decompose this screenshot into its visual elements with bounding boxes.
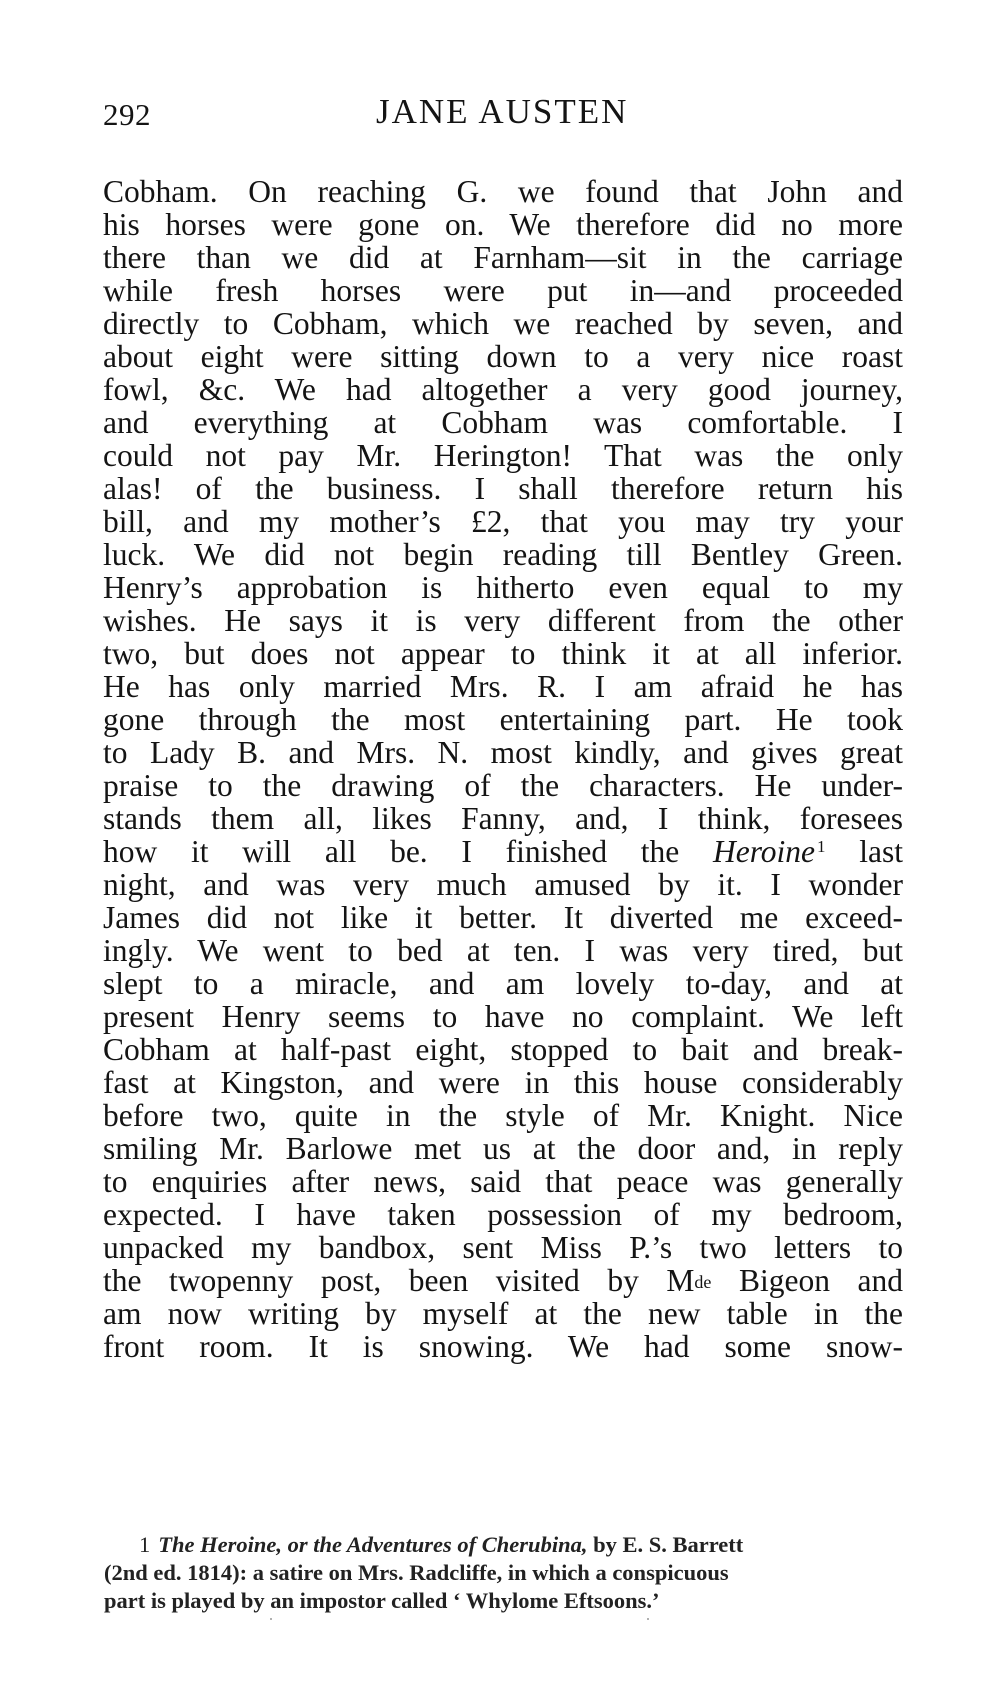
footnote-reference: 1 — [817, 837, 826, 856]
text-line: alas! of the business. I shall therefore return his — [103, 471, 903, 506]
text-line: to Lady B. and Mrs. N. most kindly, and gives great — [103, 735, 903, 770]
footnote-line — [104, 1531, 904, 1559]
text-line: directly to Cobham, which we reached by seven, and — [103, 306, 903, 341]
footnote-italic-title: The Heroine, or the Adventures of Cherubina, — [158, 1532, 588, 1557]
italic-title: Heroine — [712, 834, 816, 869]
footnote-line: (2nd ed. 1814): a satire on Mrs. Radcliffe, in which a conspicuous — [104, 1560, 729, 1585]
text-line: fowl, &c. We had altogether a very good journey, — [103, 372, 903, 407]
text-line: wishes. He says it is very different from the other — [103, 603, 903, 638]
text-line: expected. I have taken possession of my bedroom, — [103, 1197, 903, 1232]
text-line: front room. It is snowing. We had some snow- — [103, 1329, 903, 1364]
text-line: smiling Mr. Barlowe met us at the door and, in reply — [103, 1131, 903, 1166]
text-line: while fresh horses were put in—and proceeded — [103, 273, 903, 308]
text-line: ingly. We went to bed at ten. I was very tired, but — [103, 933, 903, 968]
text-line: about eight were sitting down to a very nice roast — [103, 339, 903, 374]
text-segment: the twopenny post, been visited by M — [103, 1263, 695, 1298]
text-line: am now writing by myself at the new table in the — [103, 1296, 903, 1331]
text-line: He has only married Mrs. R. I am afraid he has — [103, 669, 903, 704]
text-segment: last — [859, 834, 904, 869]
text-line: Henry’s approbation is hitherto even equal to my — [103, 570, 903, 605]
text-line: stands them all, likes Fanny, and, I think, foresees — [103, 801, 903, 836]
footnote — [104, 1531, 904, 1615]
text-line: present Henry seems to have no complaint. We left — [103, 999, 903, 1034]
footnote-line: part is played by an impostor called ‘ Whylome Eftsoons.’ — [104, 1588, 660, 1613]
text-line: his horses were gone on. We therefore did no more — [103, 207, 903, 242]
text-line: praise to the drawing of the characters. He under- — [103, 768, 903, 803]
page-number: 292 — [103, 97, 151, 132]
running-title: JANE AUSTEN — [376, 92, 629, 131]
speck — [647, 1618, 649, 1620]
text-line: unpacked my bandbox, sent Miss P.’s two letters to — [103, 1230, 903, 1265]
text-segment: Bigeon and — [738, 1263, 903, 1298]
text-line: Cobham. On reaching G. we found that John and — [103, 174, 903, 209]
footnote-number: 1 — [139, 1532, 151, 1557]
text-line: bill, and my mother’s £2, that you may try your — [103, 504, 903, 539]
superscript: de — [694, 1272, 712, 1292]
text-line-with-superscript — [103, 1264, 903, 1297]
text-line: and everything at Cobham was comfortable. I — [103, 405, 903, 440]
text-line: could not pay Mr. Herington! That was the only — [103, 438, 903, 473]
text-line: Cobham at half-past eight, stopped to bait and break- — [103, 1032, 903, 1067]
text-line: James did not like it better. It diverted me exceed- — [103, 900, 903, 935]
text-line: slept to a miracle, and am lovely to-day, and at — [103, 966, 903, 1001]
text-line-with-footnote-ref — [103, 835, 903, 868]
text-line: there than we did at Farnham—sit in the carriage — [103, 240, 903, 275]
speck — [270, 1618, 272, 1620]
text-line: before two, quite in the style of Mr. Knight. Nice — [103, 1098, 903, 1133]
text-line: two, but does not appear to think it at all inferior. — [103, 636, 903, 671]
body-text — [103, 175, 903, 1363]
text-line: night, and was very much amused by it. I wonder — [103, 867, 903, 902]
text-segment: how it will all be. I finished the — [103, 834, 680, 869]
text-line: to enquiries after news, said that peace was generally — [103, 1164, 903, 1199]
text-line: fast at Kingston, and were in this house considerably — [103, 1065, 903, 1100]
text-line: gone through the most entertaining part. He took — [103, 702, 903, 737]
text-segment: by E. S. Barrett — [593, 1532, 744, 1557]
text-line: luck. We did not begin reading till Bentley Green. — [103, 537, 903, 572]
